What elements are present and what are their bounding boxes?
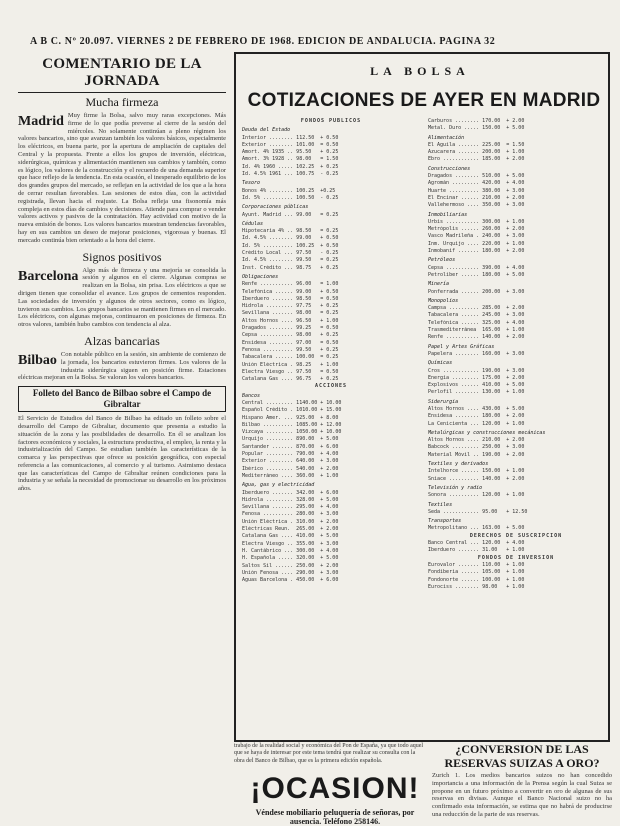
quote-row: Unión Fenosa .... 290.00 + 3.00 [242,569,339,576]
page-header: A B C. Nº 20.097. VIERNES 2 DE FEBRERO DE 1968. EDICION DE ANDALUCIA. PAGINA 32 [30,36,496,47]
quote-row: Metrópolis ...... 260.00 + 2.00 [428,226,525,233]
quote-section: Metalúrgicas y construcciones mecánicas [428,429,546,436]
ocasion-ad-text: Véndese mobiliario peluquería de señoras, por ausencia. Teléfono 258146. [255,808,415,826]
quote-row: Agromán ......... 420.00 + 4.00 [428,180,525,187]
quote-row: Id. 4.5% 1961 ... 100.75 - 0.25 [242,171,339,178]
quote-section: Monopolios [428,297,459,304]
quote-row: Eurovalor ....... 110.00 + 1.00 [428,561,525,568]
quote-row: El Aguila ....... 225.00 = 1.50 [428,141,525,148]
quote-row: Petroliber ...... 180.00 + 5.00 [428,271,525,278]
quote-section: Alimentación [428,134,465,141]
quote-row: Id. 5% .......... 100.25 + 0.50 [242,242,339,249]
quote-row: Hispano Amer. ... 925.00 + 8.00 [242,414,339,421]
quote-row: Vizcaya ......... 1050.00 + 10.00 [242,429,342,436]
quote-row: El Encinar ...... 210.00 + 2.00 [428,194,525,201]
quote-row: Ponferrada ...... 200.00 + 3.00 [428,288,525,295]
quote-row: Metropolitano ... 163.00 + 5.00 [428,525,525,532]
quote-row: Carburos ........ 170.00 + 2.00 [428,118,525,124]
quote-heading: FONDOS PUBLICOS [300,118,362,124]
quote-row: Vasco Madrileña . 240.00 + 3.00 [428,233,525,240]
quote-row: Cepsa ........... 390.00 + 4.00 [428,264,525,271]
quote-row: Interior ........ 112.50 + 0.50 [242,134,339,141]
folleto-text: El Servicio de Estudios del Banco de Bilbao ha editado un folleto sobre el desarrollo del Campo de Gibraltar, documento que presenta a estudio la situación de la zona y las posibilidades de desarrollo. En él se analizan los factores económicos y sociales, la estructura productiva, el empleo, la renta y la industrialización del Campo. Se estudian también las características de la comarca y las perspectivas que ofrece su posición geográfica, con especial referencia a las comunicaciones, al comercio y al turismo. Asimismo destaca que las características del Campo de Gibraltar reúnen condiciones para la industria y se señala la necesidad de promocionar su desarrollo en los próximos años. [18,415,226,493]
quote-row: Babcock ......... 250.00 + 3.00 [428,444,525,451]
quote-row: Crédito Local ... 97.50 - 0.25 [242,250,339,257]
left-column [18,52,226,802]
quote-row: Electra Viesgo .. 355.00 + 3.00 [242,540,339,547]
quote-row: Renfe ........... 96.00 = 1.00 [242,281,339,288]
quote-row: Material Móvil .. 190.00 + 2.00 [428,451,525,458]
quote-section: Tesoro [242,180,261,187]
quote-row: Banco Central ... 120.00 + 4.00 [428,540,525,547]
quote-row: H. Española ..... 320.00 + 5.00 [242,555,339,562]
section-0 [18,93,226,245]
quote-section: Textiles [428,501,453,508]
quote-row: Iberduero ....... 342.00 + 6.00 [242,489,339,496]
quote-row: Fenosa .......... 280.00 + 3.00 [242,511,339,518]
quote-row: Cepsa ........... 98.00 + 0.25 [242,332,339,339]
quote-section: Inmobiliarias [428,211,468,218]
section-text: Algo más de firmeza y una mejoría se consolida la sesión y algunos en el cierre. Algunas compras se realizan en la Bolsa, sin prisa. Los eléctricos a que se dirigen tienen que consolidar el avance. Los grupos de cementos responden. Las sociedades de inversión y algunos de otros sectores, como es lógico, tuvieron sus cambios. Los grupos bancarios se mantienen firmes en el mercado. Los eléctricos, con algunas mejoras, continuaron en posiciones de firmeza. En otros valores, también hubo cambios con tendencia al alza. [18,266,226,329]
quote-row: Electra Viesgo .. 97.50 = 0.50 [242,368,339,375]
ocasion-ad-title: ¡OCASION! [250,772,420,805]
quote-section: Textiles y derivados [428,461,489,468]
quote-row: Huarte .......... 380.00 + 3.00 [428,187,525,194]
quote-row: Renfe ........... 140.00 + 2.00 [428,334,525,341]
section-subtitle: Alzas bancarias [84,333,160,348]
quote-row: Vallehermoso .... 350.00 + 3.00 [428,202,525,209]
quote-row: Altos Hornos .... 210.00 + 2.00 [428,437,525,444]
section-text: Muy firme la Bolsa, salvo muy raras excepciones. Más firme de lo que podía preverse al cierre de la sesión del miércoles. No solamente continúan a pleno régimen los valores bancarios, sino que avanzan también los valores básicos, especialmente los eléctricos, en buena parte, por la apertura de ampliación de capitales del Central y la propuesta. Frente a ellos los grupos de inversión, eléctricas, siderúrgicas, químicas y alimentación mantienen sus cambios y también, como es lógico, los valores de la construcción y el recuerdo de una demanda superior que hace reflejo de la tendencia. En esta ocasión, el inesperado equilibrio de los dos grandes grupos del mercado, se reflejan en la actividad de los que a la hora de cerrar resultan favorables. Las sesiones de estos días, con la actividad registrada, llevan hacia el reajuste. La Bolsa refleja una fisonomía más compleja en estos días de cambios y decisiones. Atiende para comprar o vender valores activos y pasivos de la contratación. Hay actividad con motivo de la nueva emisión de bonos. Los valores bancarios muestran tendencias favorables, hay en sus cambios un deseo de mejorar posiciones, vigorosas y buenas. El mercado continúa bien orientado a la hora del cierre. [18,112,226,244]
quote-row: Metal. Duro ..... 150.00 + 5.00 [428,125,525,132]
quote-row: Tabacalera ...... 245.00 + 3.00 [428,312,525,319]
quote-row: Tabacalera ...... 100.00 = 0.25 [242,354,339,361]
quote-row: La Cenicienta ... 120.00 + 1.00 [428,420,525,427]
quote-row: Energía ......... 175.00 + 2.00 [428,374,525,381]
quote-row: Dragados ........ 510.00 + 5.00 [428,173,525,180]
city-name: Madrid [18,114,64,129]
comment-title: COMENTARIO DE LA JORNADA [42,56,202,89]
conversion-title: ¿CONVERSION DE LAS RESERVAS SUIZAS A ORO? [444,742,600,770]
quote-row: Id. 4.5% ........ 99.00 + 0.50 [242,235,339,242]
quote-section: Siderurgia [428,398,459,405]
quote-row: Central ......... 1140.00 + 10.00 [242,399,342,406]
quote-section: Bancos [242,392,261,399]
quote-row: Seda ............ 95.00 + 12.50 [428,508,528,515]
quote-section: Minería [428,281,450,288]
sections [18,93,226,382]
quote-row: Azucarera ....... 200.00 + 1.00 [428,149,525,156]
quote-section: Corporaciones públicas [242,204,309,211]
section-2 [18,332,226,382]
quote-row: Catalana Gas .... 410.00 + 5.00 [242,533,339,540]
quote-row: Catalana Gas .... 96.75 + 0.25 [242,376,339,383]
quote-section: Agua, gas y electricidad [242,482,315,489]
quote-section: Transportes [428,518,462,525]
quote-row: Intelhorce ...... 150.00 + 1.00 [428,468,525,475]
quotes-title: COTIZACIONES DE AYER EN MADRID [247,90,601,111]
folleto-continuation: trabajo de la realidad social y económica del Pon de España, ya que todo aquel que se haya de interesar por este tema tendrá que realizar su consulta con la obra del Banco de Bilbao, que es la primera edición española. [234,743,424,764]
conversion-text: Zurich 1. Los medios bancarios suizos no han concedido importancia a una información de la Prensa según la cual Suiza se propone en un futuro próximo a convertir en oro de algunas de sus reservas en divisas. Aunque el Banco Nacional suizo no ha confirmado esta información, se estima que no habrá de producirse una reducción de la parte de sus reservas. [432,772,612,818]
quote-row: Santander ....... 870.00 + 6.00 [242,443,339,450]
quote-section: Construcciones [428,165,471,172]
quote-row: Id. 4.5% ........ 99.50 = 0.25 [242,257,339,264]
quote-row: Hidrola ......... 97.75 + 0.25 [242,303,339,310]
quote-row: Urquijo ......... 890.00 + 5.00 [242,436,339,443]
quote-row: Trasmediterránea 165.00 + 1.00 [428,327,525,334]
quote-row: Aguas Barcelona . 450.00 + 6.00 [242,577,339,584]
quote-row: Papelera ........ 160.00 + 3.00 [428,350,525,357]
quote-section: Obligaciones [242,273,279,280]
quote-row: Iberduero ....... 31.00 + 1.00 [428,547,525,554]
quote-row: Eurociss ........ 98.00 + 1.00 [428,583,525,590]
quote-row: Id. 5% .......... 100.50 - 0.25 [242,194,339,201]
quote-row: Saltos Sil ...... 250.00 + 2.00 [242,562,339,569]
quote-row: Inst. Crédito ... 98.75 + 0.25 [242,264,339,271]
quote-row: Ibérico ......... 540.00 + 2.00 [242,465,339,472]
quote-section: Televisión y radio [428,484,483,491]
quote-row: Unión Eléctrica . 310.00 + 2.00 [242,518,339,525]
quote-row: Perlofil ........ 130.00 + 1.00 [428,389,525,396]
quote-row: Sevillana ....... 295.00 + 4.00 [242,504,339,511]
quote-section: Químicas [428,360,453,367]
quote-row: Fondiberia ...... 105.00 + 1.00 [428,569,525,576]
bolsa-label: LA BOLSA [370,64,470,78]
quote-row: H. Cantábrico ... 300.00 + 4.00 [242,547,339,554]
quote-row: Id. 4% 1960 ..... 102.25 + 0.25 [242,163,339,170]
section-subtitle: Signos positivos [82,249,162,264]
quote-row: Telefónica ...... 99.00 + 0.50 [242,288,339,295]
quote-row: Popular ......... 790.00 + 4.00 [242,451,339,458]
quote-row: Hipotecaria 4% .. 98.50 = 0.25 [242,228,339,235]
quote-row: Ensidesa ........ 180.00 + 2.00 [428,413,525,420]
folleto-box-title: Folleto del Banco de Bilbao sobre el Campo de Gibraltar [18,386,226,412]
quote-row: Español Crédito . 1010.00 + 15.00 [242,407,342,414]
quote-row: Urbis ........... 300.00 + 1.00 [428,218,525,225]
quote-row: Eléctricas Reun. 265.00 + 2.00 [242,526,339,533]
quote-row: Ayunt. Madrid ... 99.00 = 0.25 [242,211,339,218]
section-1 [18,248,226,329]
quote-row: Amort. 4% 1935 .. 95.50 + 0.25 [242,149,339,156]
quotes-column-2 [428,118,604,736]
quote-row: Mediterráneo .... 360.00 + 1.00 [242,472,339,479]
quote-row: Altos Hornos .... 96.50 + 1.00 [242,317,339,324]
quote-heading: DERECHOS DE SUSCRIPCION [469,532,563,539]
quote-heading: FONDOS DE INVERSION [477,554,555,561]
quote-heading: ACCIONES [314,383,348,390]
quote-row: Telefónica ...... 325.00 + 4.00 [428,319,525,326]
quote-row: Inmobanif ....... 180.00 + 2.00 [428,248,525,255]
quote-row: Campsa .......... 285.00 + 2.00 [428,305,525,312]
quote-row: Sniace .......... 140.00 + 2.00 [428,475,525,482]
section-text: Con notable público en la sesión, sin ambiente de comienzo de la jornada, los bancarios estuvieron firmes. Los valores de la industria siderúrgica siguen en posición firme. Estaciones eléctricas mejoran en la Bolsa. Se valoran los valores bancarios. [18,350,226,382]
quote-row: Ebro ............ 185.00 + 2.00 [428,156,525,163]
quote-section: Papel y Artes Gráficas [428,343,495,350]
quote-row: Hidrola ......... 328.00 + 5.00 [242,496,339,503]
quote-section: Deuda del Estado [242,127,291,134]
quote-row: Explosivos ...... 410.00 + 5.00 [428,382,525,389]
quote-row: Iberduero ....... 98.50 = 0.50 [242,295,339,302]
quote-row: Bilbao .......... 1085.00 + 12.00 [242,421,342,428]
quotes-column-1 [242,118,420,736]
quote-row: Amort. 3% 1928 .. 98.00 = 1.50 [242,156,339,163]
quote-row: Exterior ........ 640.00 + 3.00 [242,458,339,465]
quote-row: Cros ............ 190.00 + 3.00 [428,367,525,374]
city-name: Barcelona [18,268,79,284]
quote-row: Fondonorte ...... 100.00 + 1.00 [428,576,525,583]
quote-row: Bonos 4% ........ 100.25 +0.25 [242,187,336,194]
quote-row: Inm. Urquijo .... 220.00 + 1.00 [428,240,525,247]
quote-row: Sevillana ....... 98.00 = 0.25 [242,310,339,317]
quote-section: Cédulas [242,220,264,227]
quote-row: Sonora .......... 120.00 + 1.00 [428,492,525,499]
quote-row: Fenosa .......... 99.50 + 0.25 [242,346,339,353]
section-subtitle: Mucha firmeza [85,95,159,109]
quote-row: Unión Eléctrica . 98.25 + 1.00 [242,361,339,368]
city-name: Bilbao [18,352,57,368]
quote-section: Petróleos [428,257,456,264]
quote-row: Dragados ........ 99.25 = 0.50 [242,325,339,332]
quote-row: Altos Hornos .... 430.00 + 5.00 [428,405,525,412]
quote-row: Exterior ........ 101.00 = 0.50 [242,141,339,148]
quote-row: Ensidesa ........ 97.00 = 0.50 [242,339,339,346]
